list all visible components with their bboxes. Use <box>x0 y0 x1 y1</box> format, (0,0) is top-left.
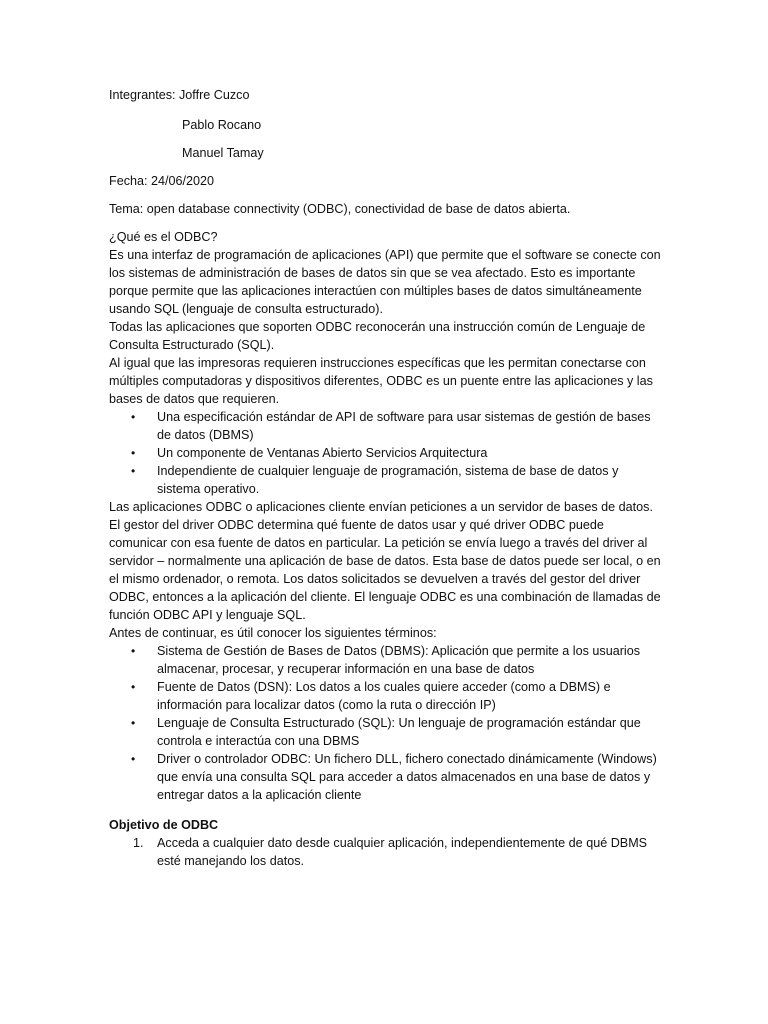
topic-line: Tema: open database connectivity (ODBC), conectividad de base de datos abierta. <box>109 202 571 216</box>
document-body <box>109 86 661 870</box>
paragraph-terms-intro: Antes de continuar, es útil conocer los siguientes términos: <box>109 626 437 640</box>
question-heading: ¿Qué es el ODBC? <box>109 230 218 244</box>
list-item: • Fuente de Datos (DSN): Los datos a los cuales quiere acceder (como a DBMS) e información para localizar datos (como la ruta o dirección IP) <box>131 680 611 712</box>
bullet-icon: • <box>131 410 136 424</box>
bullet-icon: • <box>131 716 136 730</box>
paragraph-printers: Al igual que las impresoras requieren instrucciones específicas que les permitan conectarse con múltiples computadoras y dispositivos diferentes, ODBC es un puente entre las aplicaciones y las bases de datos que requieren. <box>109 356 653 406</box>
objective-heading: Objetivo de ODBC <box>109 818 219 832</box>
list-item: • Sistema de Gestión de Bases de Datos (DBMS): Aplicación que permite a los usuarios almacenar, procesar, y recuperar información en una base de datos <box>131 644 640 676</box>
bullet-icon: • <box>131 464 136 478</box>
list-item: • Driver o controlador ODBC: Un fichero DLL, fichero conectado dinámicamente (Windows) que envía una consulta SQL para acceder a datos almacenados en una base de datos y entregar datos a la aplicación cliente <box>131 752 657 802</box>
integrantes-line: Integrantes: Joffre Cuzco <box>109 88 250 102</box>
list-item: • Un componente de Ventanas Abierto Servicios Arquitectura <box>131 446 488 460</box>
features-list <box>109 408 661 498</box>
list-item: • Una especificación estándar de API de software para usar sistemas de gestión de bases de datos (DBMS) <box>131 410 651 442</box>
list-item: 1. Acceda a cualquier dato desde cualquier aplicación, independientemente de qué DBMS esté manejando los datos. <box>133 836 648 868</box>
paragraph-definition: Es una interfaz de programación de aplicaciones (API) que permite que el software se conecte con los sistemas de administración de bases de datos sin que se vea afectado. Esto es importante porque permite que las aplicaciones interactúen con múltiples bases de datos simultáneamente usando SQL (lenguaje de consulta estructurado). <box>109 248 661 316</box>
list-item: • Lenguaje de Consulta Estructurado (SQL): Un lenguaje de programación estándar que controla e interactúa con una DBMS <box>131 716 641 748</box>
date-line: Fecha: 24/06/2020 <box>109 174 215 188</box>
bullet-icon: • <box>131 446 136 460</box>
paragraph-sql: Todas las aplicaciones que soporten ODBC reconocerán una instrucción común de Lenguaje de Consulta Estructurado (SQL). <box>109 320 646 352</box>
objective-list <box>109 834 661 870</box>
member-name: Pablo Rocano <box>182 118 262 132</box>
bullet-icon: • <box>131 752 136 766</box>
terms-list <box>109 642 661 804</box>
paragraph-how-it-works: Las aplicaciones ODBC o aplicaciones cliente envían peticiones a un servidor de bases de datos. El gestor del driver ODBC determina qué fuente de datos usar y qué driver ODBC puede comunicar con esa fuente de datos en particular. La petición se envía luego a través del driver al servidor – normalmente una aplicación de base de datos. Esta base de datos puede ser local, o en el mismo ordenador, o remota. Los datos solicitados se devuelven a través del gestor del driver ODBC, entonces a la aplicación del cliente. El lenguaje ODBC es una combinación de llamadas de función ODBC API y lenguaje SQL. <box>109 500 661 622</box>
member-name: Manuel Tamay <box>182 146 264 160</box>
bullet-icon: • <box>131 680 136 694</box>
bullet-icon: • <box>131 644 136 658</box>
list-item: • Independiente de cualquier lenguaje de programación, sistema de base de datos y sistema operativo. <box>131 464 619 496</box>
list-number: 1. <box>133 836 144 850</box>
